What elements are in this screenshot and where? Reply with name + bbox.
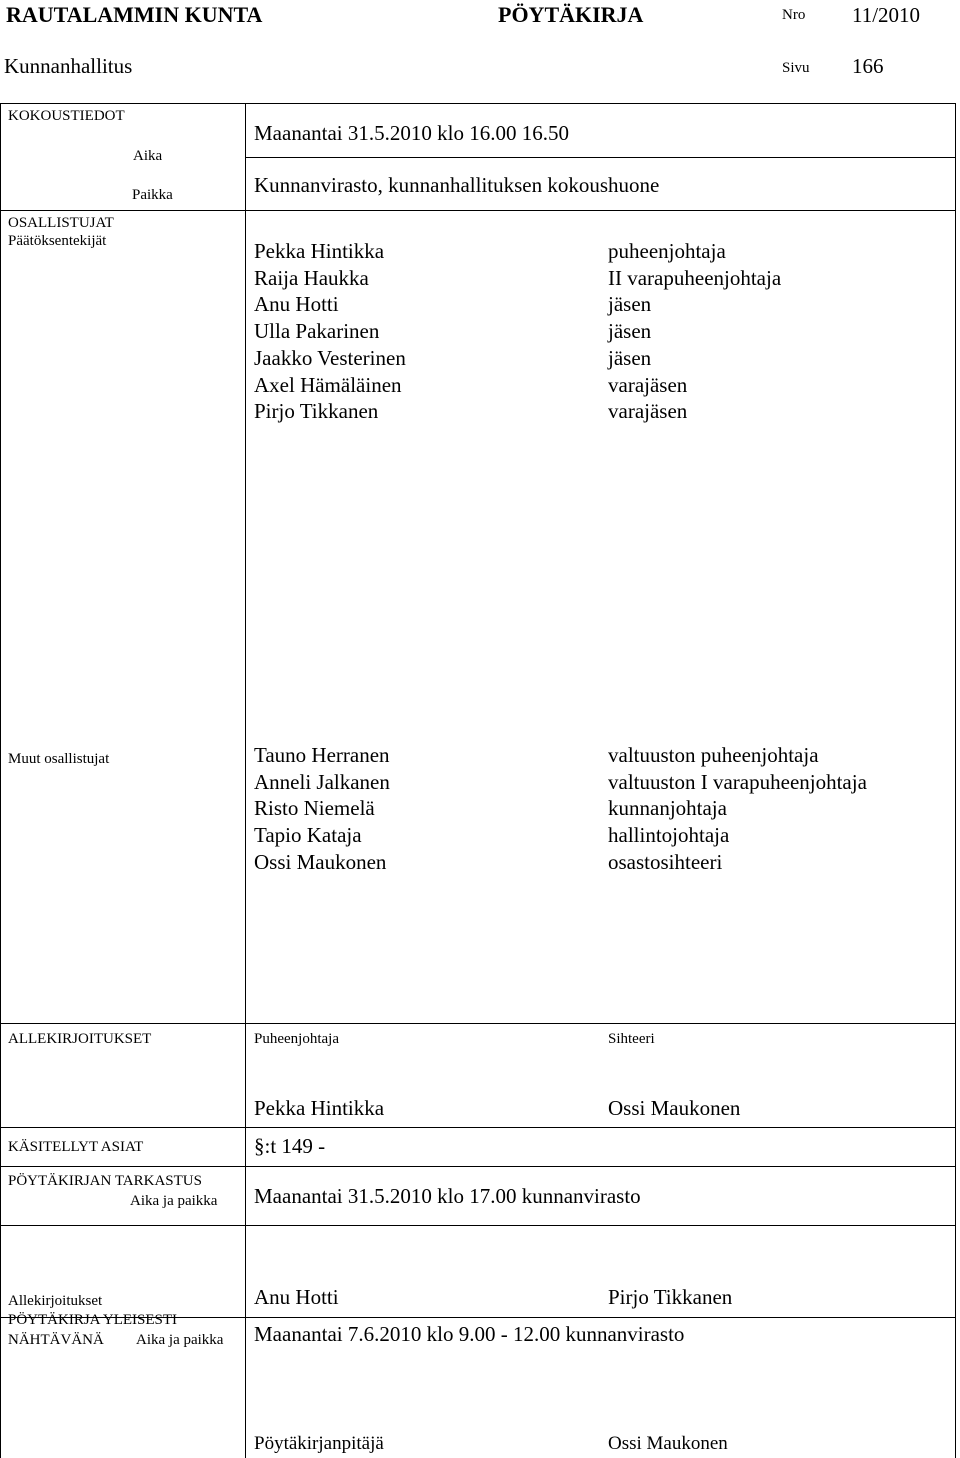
decision-makers-roles — [608, 238, 781, 425]
other-participants-names — [254, 742, 390, 876]
participant-role: puheenjohtaja — [608, 239, 726, 263]
decision-makers-label: Päätöksentekijät — [8, 233, 107, 249]
row-divider — [0, 1127, 956, 1128]
display-sublabel: Aika ja paikka — [136, 1332, 224, 1348]
participant-name: Axel Hämäläinen — [254, 372, 402, 397]
nro-value: 11/2010 — [852, 3, 921, 27]
row-divider — [245, 157, 956, 158]
review-sublabel: Aika ja paikka — [130, 1193, 218, 1209]
other-participants-roles — [608, 742, 867, 876]
participants-label: OSALLISTUJAT — [8, 215, 114, 231]
participant-role: valtuuston puheenjohtaja — [608, 743, 819, 767]
participant-role: varajäsen — [608, 372, 688, 397]
signatures-label: ALLEKIRJOITUKSET — [8, 1031, 152, 1047]
display-label-line1: PÖYTÄKIRJA YLEISESTI — [8, 1312, 178, 1328]
keeper-label: Pöytäkirjanpitäjä — [254, 1433, 384, 1454]
participant-role: jäsen — [608, 292, 652, 317]
participant-role: varajäsen — [608, 399, 688, 424]
participant-name: Jaakko Vesterinen — [254, 345, 406, 370]
table-column-divider — [245, 103, 246, 1458]
participant-name: Tapio Kataja — [254, 823, 362, 848]
secretary-name: Ossi Maukonen — [608, 1096, 741, 1120]
participant-role: osastosihteeri — [608, 849, 723, 874]
items-value: §:t 149 - — [254, 1134, 326, 1158]
row-divider — [0, 1166, 956, 1167]
time-value: Maanantai 31.5.2010 klo 16.00 16.50 — [254, 121, 569, 145]
other-participants-label: Muut osallistujat — [8, 751, 110, 767]
chair-name: Pekka Hintikka — [254, 1096, 385, 1120]
table-right-border — [955, 103, 956, 1458]
table-top-border — [0, 103, 956, 104]
review-signer-2: Pirjo Tikkanen — [608, 1285, 733, 1309]
participant-name: Raija Haukka — [254, 265, 369, 290]
place-value: Kunnanvirasto, kunnanhallituksen kokoushuone — [254, 173, 660, 197]
participant-role: valtuuston I varapuheenjohtaja — [608, 769, 867, 794]
time-label: Aika — [133, 148, 163, 164]
review-signatures-label: Allekirjoitukset — [8, 1293, 103, 1309]
review-value: Maanantai 31.5.2010 klo 17.00 kunnanvirasto — [254, 1184, 641, 1208]
participant-name: Ulla Pakarinen — [254, 319, 380, 344]
decision-makers-names — [254, 238, 406, 425]
document-type: PÖYTÄKIRJA — [498, 2, 644, 27]
participant-name: Ossi Maukonen — [254, 849, 387, 874]
secretary-label: Sihteeri — [608, 1031, 655, 1047]
review-label: PÖYTÄKIRJAN TARKASTUS — [8, 1173, 202, 1189]
participant-name: Risto Niemelä — [254, 796, 375, 821]
row-divider — [0, 1023, 956, 1024]
page-number: 166 — [852, 54, 884, 78]
nro-label: Nro — [782, 7, 806, 23]
meeting-section-label: KOKOUSTIEDOT — [8, 108, 125, 124]
row-divider — [0, 210, 956, 211]
table-left-border — [0, 103, 1, 1458]
place-label: Paikka — [132, 187, 173, 203]
page-label: Sivu — [782, 60, 810, 76]
participant-name: Pirjo Tikkanen — [254, 399, 379, 424]
municipality-name: RAUTALAMMIN KUNTA — [6, 2, 263, 27]
row-divider — [0, 1225, 956, 1226]
review-signer-1: Anu Hotti — [254, 1285, 339, 1309]
participant-role: II varapuheenjohtaja — [608, 265, 782, 290]
display-value: Maanantai 7.6.2010 klo 9.00 - 12.00 kunnanvirasto — [254, 1322, 685, 1346]
display-label-line2: NÄHTÄVÄNÄ — [8, 1332, 104, 1348]
body-name: Kunnanhallitus — [4, 54, 133, 78]
participant-name: Anu Hotti — [254, 292, 339, 317]
participant-name: Tauno Herranen — [254, 743, 390, 767]
participant-role: hallintojohtaja — [608, 823, 730, 848]
items-label: KÄSITELLYT ASIAT — [8, 1139, 144, 1155]
participant-role: kunnanjohtaja — [608, 796, 727, 821]
participant-name: Anneli Jalkanen — [254, 769, 390, 794]
keeper-name: Ossi Maukonen — [608, 1433, 728, 1454]
participant-role: jäsen — [608, 345, 652, 370]
participant-role: jäsen — [608, 319, 652, 344]
chair-label: Puheenjohtaja — [254, 1031, 339, 1047]
participant-name: Pekka Hintikka — [254, 239, 385, 263]
